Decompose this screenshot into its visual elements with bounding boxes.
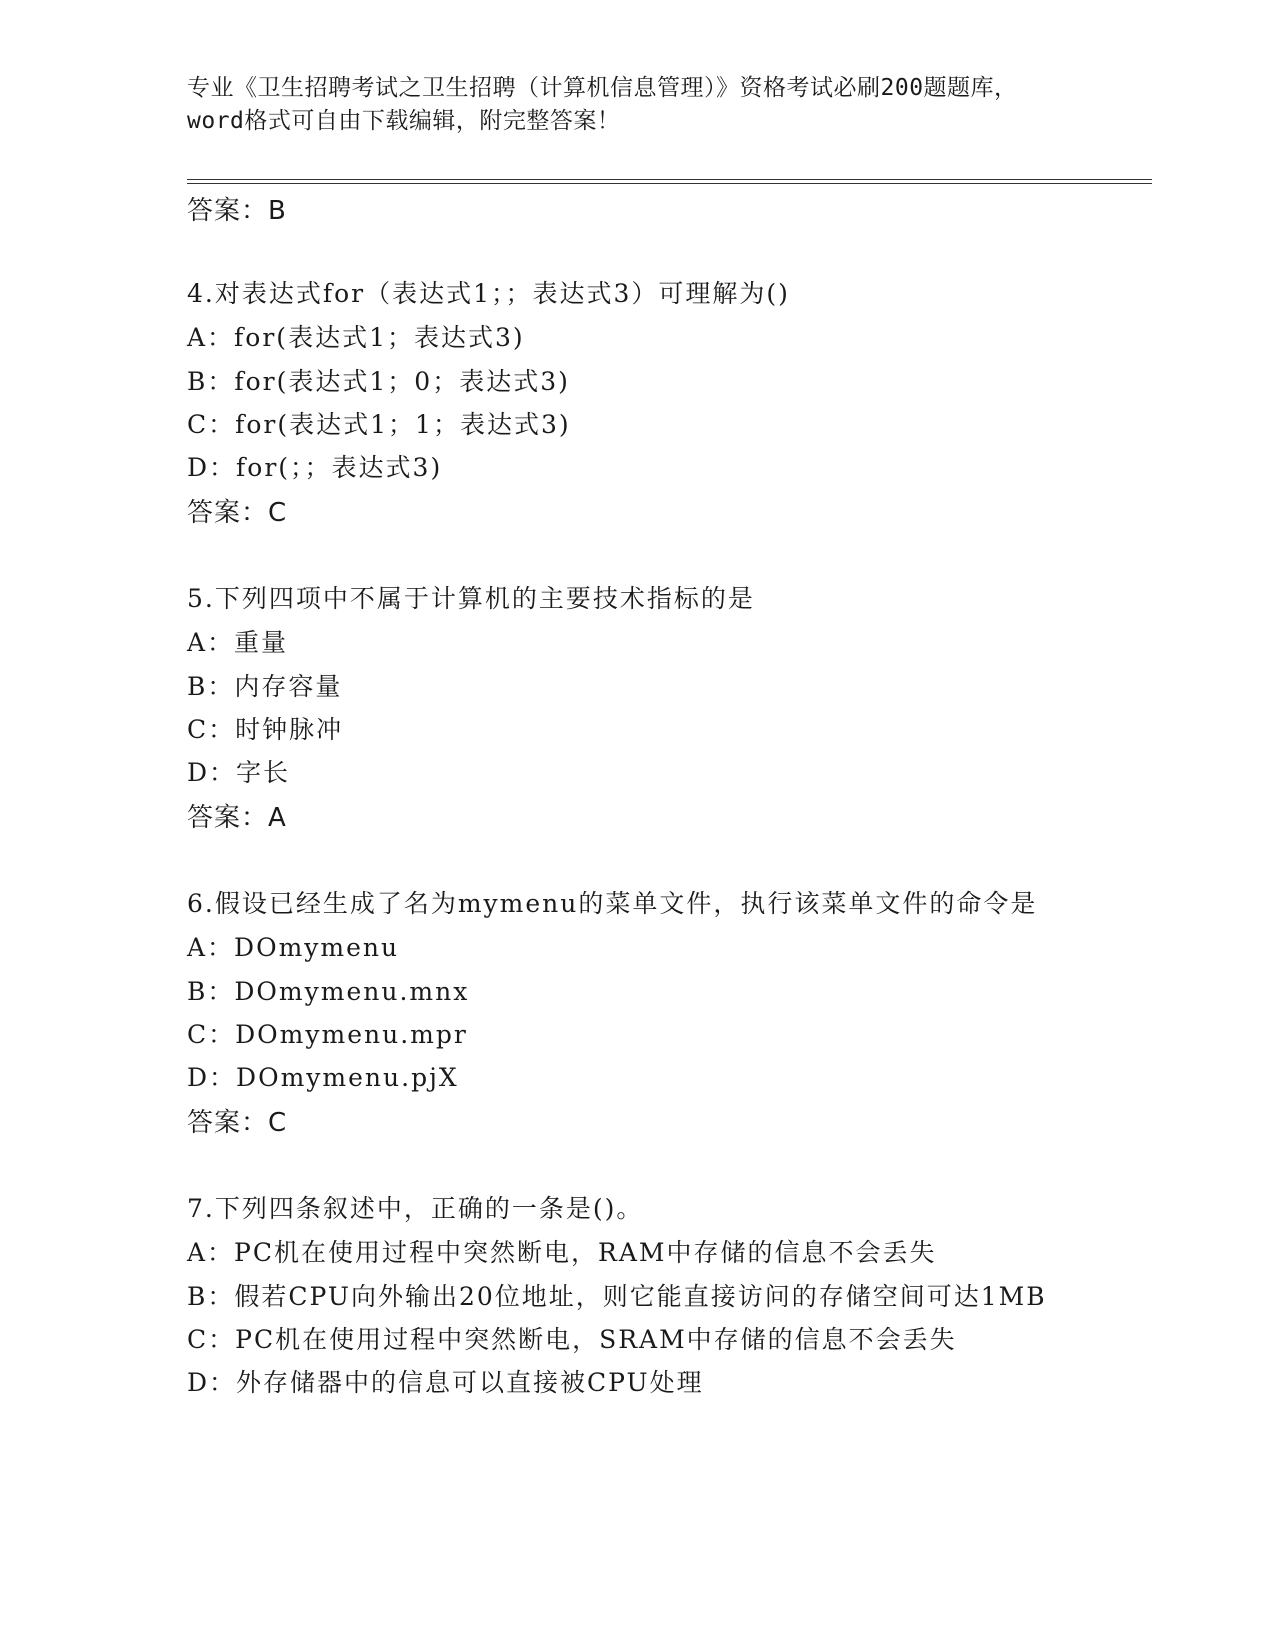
question-5-option-c: C：时钟脉冲 [187,715,344,744]
answer-prev: 答案：B [187,196,287,226]
header-divider-bottom [187,183,1152,184]
question-6-option-a: A：DOmymenu [187,933,400,962]
question-5-option-b: B：内存容量 [187,672,343,701]
document-header [187,72,1087,138]
question-5-option-a: A：重量 [187,628,289,657]
question-6-answer: 答案：C [187,1108,288,1138]
header-line-1: 专业《卫生招聘考试之卫生招聘（计算机信息管理）》资格考试必刷200题题库， [187,75,1018,101]
question-6-option-d: D：DOmymenu.pjX [187,1063,459,1092]
question-7-option-a: A：PC机在使用过程中突然断电，RAM中存储的信息不会丢失 [187,1238,937,1267]
question-6-stem: 6.假设已经生成了名为mymenu的菜单文件，执行该菜单文件的命令是 [187,889,1038,918]
question-6-option-b: B：DOmymenu.mnx [187,977,470,1006]
question-7-option-b: B：假若CPU向外输出20位地址，则它能直接访问的存储空间可达1MB [187,1282,1047,1311]
header-line-2: word格式可自由下载编辑，附完整答案！ [187,108,621,134]
question-5-stem: 5.下列四项中不属于计算机的主要技术指标的是 [187,584,755,613]
question-4-option-c: C：for(表达式1；1；表达式3) [187,410,571,439]
question-4-option-d: D：for(；；表达式3) [187,453,443,482]
question-4-option-b: B：for(表达式1；0；表达式3) [187,367,570,396]
question-5-answer: 答案：A [187,803,287,833]
question-7-stem: 7.下列四条叙述中，正确的一条是()。 [187,1194,644,1223]
question-4-answer: 答案：C [187,498,288,528]
question-5-option-d: D：字长 [187,758,291,787]
header-divider-top [187,179,1152,180]
question-4-stem: 4.对表达式for（表达式1；；表达式3）可理解为() [187,279,790,308]
question-4-option-a: A：for(表达式1；表达式3) [187,323,525,352]
question-6-option-c: C：DOmymenu.mpr [187,1020,468,1049]
question-7-option-d: D：外存储器中的信息可以直接被CPU处理 [187,1368,704,1397]
question-7-option-c: C：PC机在使用过程中突然断电，SRAM中存储的信息不会丢失 [187,1325,957,1354]
